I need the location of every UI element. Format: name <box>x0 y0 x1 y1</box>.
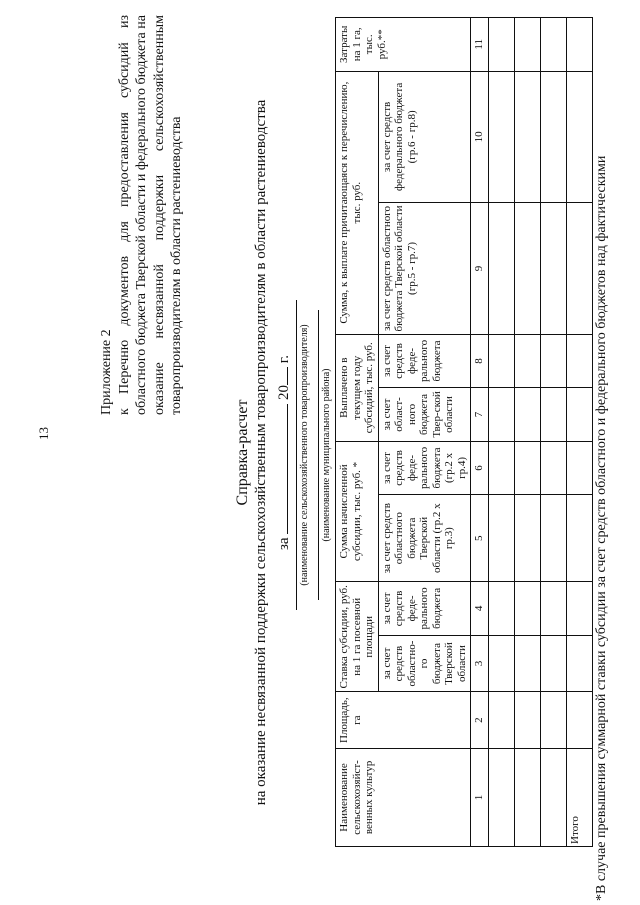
sub-header-6: за счет средств феде-рального бюджета (гр.2 х гр.4) <box>378 441 471 495</box>
page-number: 13 <box>36 427 51 440</box>
group-paid-header: Выплачено в текущем году субсидий, тыс. руб. <box>336 334 379 441</box>
appendix-text: к Перечню документов для предоставления субсидий из областного бюджета Тверской области и федерального бюджета на оказание несвязанной поддержки сельскохозяйственным товаропроизводителям в области растениеводства <box>116 15 185 415</box>
sub-header-5: за счет средств областного бюджета Тверской области (гр.2 х гр.3) <box>378 495 471 582</box>
group-accrued-header: Сумма начисленной субсидии, тыс. руб. * <box>336 441 379 581</box>
col-number: 5 <box>471 495 489 582</box>
column-number-row <box>471 18 489 847</box>
col-cost-header: Затраты на 1 га, тыс. руб.** <box>336 18 471 72</box>
appendix-title: Приложение 2 <box>99 329 114 415</box>
col-number: 1 <box>471 748 489 846</box>
period-year: 20 <box>276 384 292 400</box>
col-number: 8 <box>471 334 489 388</box>
period-line <box>272 0 293 905</box>
group-rate-header: Ставка субсидии, руб. на 1 га посевной площади <box>336 582 379 692</box>
period-suffix: г. <box>276 354 292 364</box>
year-blank <box>272 367 288 385</box>
col-number: 4 <box>471 582 489 636</box>
group-due-header: Сумма, к выплате причитающаяся к перечислению, тыс. руб. <box>336 71 379 334</box>
sub-header-8: за счет средств феде-рального бюджета <box>378 334 471 388</box>
footnote: *В случае превышения суммарной ставки субсидии за счет средств областного и федерального бюджетов над фактическими <box>594 155 609 901</box>
sub-header-7: за счет област-ного бюджета Твер-ской области <box>378 388 471 442</box>
col-number: 9 <box>471 203 489 335</box>
col-number: 3 <box>471 635 489 692</box>
district-caption: (наименование муниципального района) <box>318 310 332 600</box>
period-blank <box>272 404 288 534</box>
total-label: Итого <box>567 748 593 846</box>
col-area-header: Площадь, га <box>336 692 471 748</box>
document-subtitle: на оказание несвязанной поддержки сельскохозяйственным товаропроизводителям в области растениеводства <box>253 99 269 806</box>
table-row <box>489 18 515 847</box>
sub-header-4: за счет средств феде-рального бюджета <box>378 582 471 636</box>
header-row-1 <box>336 18 379 847</box>
calculation-table <box>335 17 593 847</box>
table-row <box>541 18 567 847</box>
sub-header-10: за счет средств федерального бюджета (гр.6 - гр.8) <box>378 71 471 203</box>
sub-header-9: за счет средств областного бюджета Тверской области (гр.5 - гр.7) <box>378 203 471 335</box>
document-title-block <box>234 0 270 905</box>
document-title: Справка-расчет <box>234 399 251 506</box>
producer-caption: (наименование сельскохозяйственного товаропроизводителя) <box>296 300 310 610</box>
total-row <box>567 18 593 847</box>
col-number: 7 <box>471 388 489 442</box>
table-row <box>515 18 541 847</box>
col-crop-header: Наименование сельскохозяйст-венных культур <box>336 748 471 846</box>
col-number: 2 <box>471 692 489 748</box>
col-number: 11 <box>471 18 489 72</box>
sub-header-3: за счет средств областно-го бюджета Тверской области <box>378 635 471 692</box>
appendix-block <box>98 15 186 415</box>
col-number: 10 <box>471 71 489 203</box>
period-prefix: за <box>276 537 292 551</box>
col-number: 6 <box>471 441 489 495</box>
